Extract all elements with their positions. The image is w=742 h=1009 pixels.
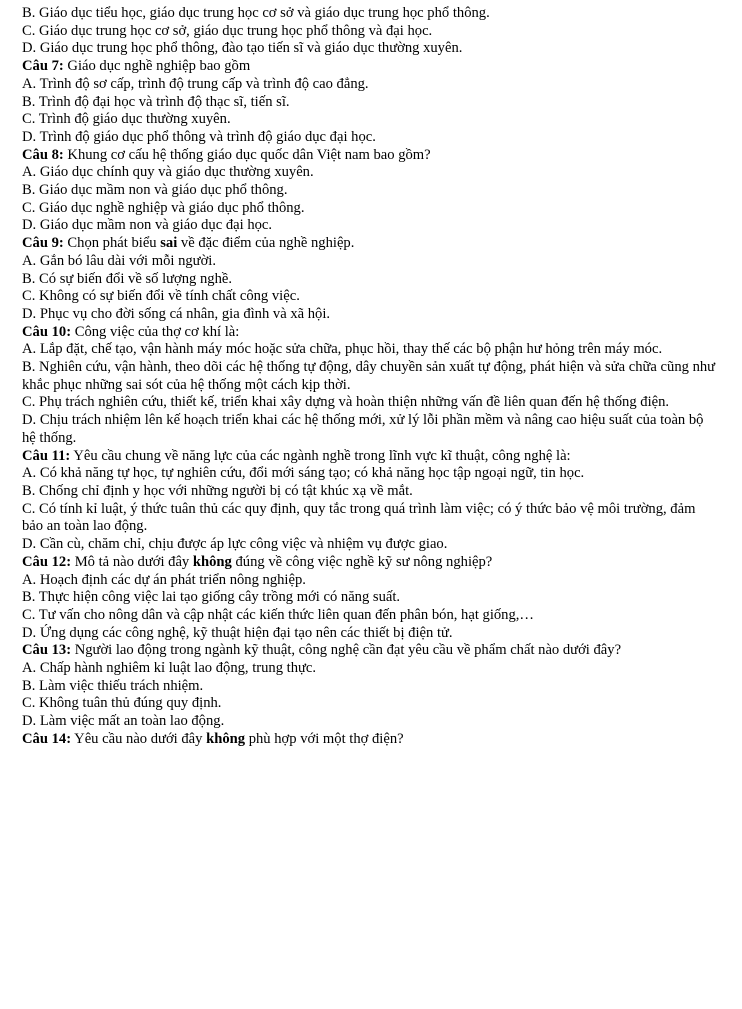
question-text: Khung cơ cấu hệ thống giáo dục quốc dân Việt nam bao gồm? <box>63 146 431 163</box>
option-line: C. Giáo dục nghề nghiệp và giáo dục phổ thông. <box>22 199 305 216</box>
question-stem <box>22 731 720 749</box>
option-line: D. Phục vụ cho đời sống cá nhân, gia đình và xã hội. <box>22 305 331 322</box>
question-stem <box>22 147 720 165</box>
question-label: Câu 11: <box>22 447 71 464</box>
question-emphasis: không <box>192 553 232 570</box>
question-text: Mô tả nào dưới đây <box>71 553 193 570</box>
option-line: D. Chịu trách nhiệm lên kế hoạch triển khai các hệ thống mới, xử lý lỗi phần mềm và nâng cao hiệu suất của toàn bộ hệ thống. <box>22 412 704 446</box>
option-line: D. Giáo dục trung học phổ thông, đào tạo tiến sĩ và giáo dục thường xuyên. <box>22 40 463 57</box>
option-line: D. Giáo dục mầm non và giáo dục đại học. <box>22 217 273 234</box>
question-text: Người lao động trong ngành kỹ thuật, công nghệ cần đạt yêu cầu về phẩm chất nào dưới đây? <box>71 642 622 659</box>
question-label: Câu 14: <box>22 730 72 747</box>
question-text: Công việc của thợ cơ khí là: <box>71 323 240 340</box>
option-line: B. Giáo dục tiểu học, giáo dục trung học cơ sở và giáo dục trung học phổ thông. <box>22 5 490 21</box>
question-stem <box>22 448 720 466</box>
option-line: C. Không tuân thủ đúng quy định. <box>22 695 222 712</box>
question-emphasis: không <box>206 730 246 747</box>
option-line: B. Thực hiện công việc lai tạo giống cây trồng mới có năng suất. <box>22 589 401 606</box>
question-stem <box>22 642 720 660</box>
question-label: Câu 8: <box>22 146 64 163</box>
option-line: B. Làm việc thiếu trách nhiệm. <box>22 677 204 694</box>
option-line: C. Giáo dục trung học cơ sở, giáo dục trung học phổ thông và đại học. <box>22 22 433 39</box>
option-line: A. Giáo dục chính quy và giáo dục thường xuyên. <box>22 164 314 181</box>
option-line: B. Trình độ đại học và trình độ thạc sĩ, tiến sĩ. <box>22 93 290 110</box>
option-line: C. Trình độ giáo dục thường xuyên. <box>22 111 231 128</box>
question-stem <box>22 554 720 572</box>
option-line: A. Chấp hành nghiêm kỉ luật lao động, trung thực. <box>22 660 317 677</box>
question-text: Yêu cầu chung về năng lực của các ngành nghề trong lĩnh vực kĩ thuật, công nghệ là: <box>70 447 571 464</box>
question-stem <box>22 58 720 76</box>
question-stem <box>22 324 720 342</box>
question-label: Câu 9: <box>22 235 64 252</box>
option-line: A. Hoạch định các dự án phát triển nông nghiệp. <box>22 571 306 588</box>
option-line: A. Gắn bó lâu dài với mỗi người. <box>22 252 216 269</box>
option-line: D. Cần cù, chăm chỉ, chịu được áp lực công việc và nhiệm vụ được giao. <box>22 536 448 553</box>
question-text: Chọn phát biểu <box>63 235 161 252</box>
question-label: Câu 12: <box>22 553 72 570</box>
option-line: C. Phụ trách nghiên cứu, thiết kế, triển khai xây dựng và hoàn thiện những vấn đề liên quan đến hệ thống điện. <box>22 394 670 411</box>
question-text: đúng về công việc nghề kỹ sư nông nghiệp? <box>231 553 493 570</box>
option-line: B. Nghiên cứu, vận hành, theo dõi các hệ thống tự động, dây chuyền sản xuất tự động, phát hiện và sửa chữa cũng như khắc phục những sai sót của hệ thống một cách kịp thời. <box>22 359 716 393</box>
question-text: Yêu cầu nào dưới đây <box>71 730 207 747</box>
option-line: D. Trình độ giáo dục phổ thông và trình độ giáo dục đại học. <box>22 128 376 145</box>
question-emphasis: sai <box>160 235 178 252</box>
question-stem <box>22 235 720 253</box>
option-line: B. Chống chỉ định y học với những người bị có tật khúc xạ về mắt. <box>22 482 413 499</box>
question-text: phù hợp với một thợ điện? <box>245 730 404 747</box>
question-text: Giáo dục nghề nghiệp bao gồm <box>63 58 251 75</box>
question-label: Câu 10: <box>22 323 72 340</box>
option-line: D. Ứng dụng các công nghệ, kỹ thuật hiện đại tạo nên các thiết bị điện tử. <box>22 624 453 641</box>
option-line: B. Có sự biến đổi về số lượng nghề. <box>22 270 233 287</box>
option-line: C. Có tính kỉ luật, ý thức tuân thủ các quy định, quy tắc trong quá trình làm việc; có ý thức bảo vệ môi trường, đảm bảo an toàn lao động. <box>22 500 696 535</box>
question-label: Câu 13: <box>22 642 72 659</box>
option-line: A. Lắp đặt, chế tạo, vận hành máy móc hoặc sửa chữa, phục hồi, thay thế các bộ phận hư hỏng trên máy móc. <box>22 341 663 358</box>
option-line: A. Có khả năng tự học, tự nghiên cứu, đổi mới sáng tạo; có khả năng học tập ngoại ngữ, tin học. <box>22 465 585 482</box>
question-list <box>22 5 720 749</box>
question-label: Câu 7: <box>22 58 64 75</box>
option-line: B. Giáo dục mầm non và giáo dục phổ thông. <box>22 182 288 199</box>
option-line: C. Tư vấn cho nông dân và cập nhật các kiến thức liên quan đến phân bón, hạt giống,… <box>22 606 535 623</box>
question-text: về đặc điểm của nghề nghiệp. <box>177 235 355 252</box>
option-line: C. Không có sự biến đổi về tính chất công việc. <box>22 288 300 305</box>
option-line: A. Trình độ sơ cấp, trình độ trung cấp và trình độ cao đẳng. <box>22 75 369 92</box>
option-line: D. Làm việc mất an toàn lao động. <box>22 713 225 730</box>
